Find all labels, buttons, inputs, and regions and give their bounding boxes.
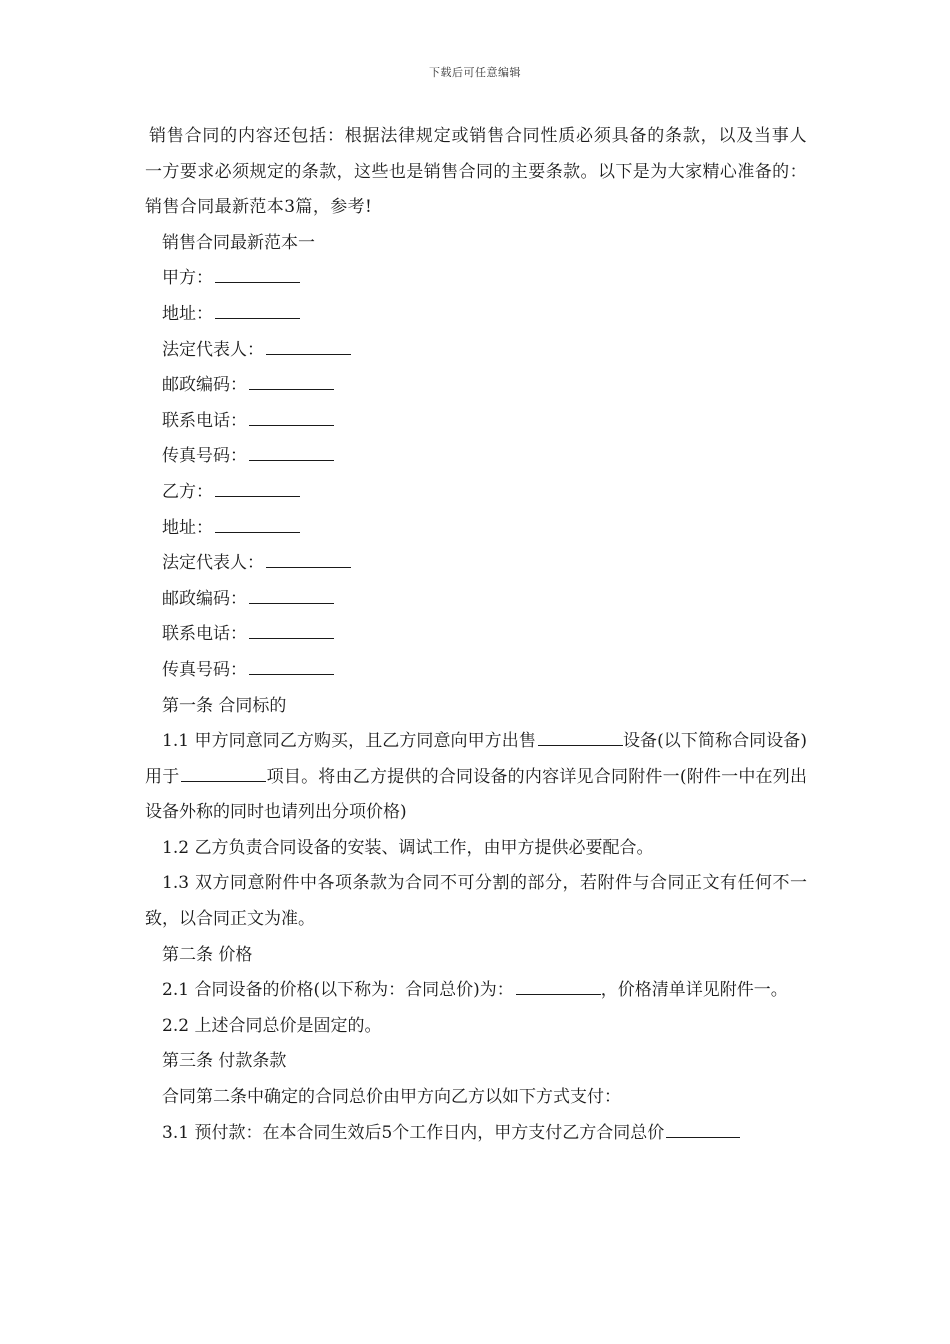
- blank-line[interactable]: [538, 731, 623, 746]
- blank-line: [266, 340, 351, 355]
- party-a-rep-field[interactable]: [145, 333, 807, 369]
- blank-line: [249, 411, 334, 426]
- party-b-rep-field[interactable]: [145, 546, 807, 582]
- field-label: 乙方：: [162, 481, 213, 502]
- blank-line[interactable]: [181, 767, 266, 782]
- field-label: 甲方：: [162, 268, 213, 289]
- blank-line: [249, 624, 334, 639]
- document-body: [145, 119, 807, 1151]
- clause-text: 3.1 预付款：在本合同生效后5个工作日内，甲方支付乙方合同总价: [162, 1122, 665, 1143]
- clause-text: 项目。将由乙方提供的合同设备的内容详见合同附件一(附件一中在列出设备外称的同时也请列出分项价格): [145, 766, 807, 823]
- blank-line[interactable]: [666, 1123, 740, 1138]
- field-label: 联系电话：: [162, 624, 247, 645]
- blank-line: [215, 482, 300, 497]
- party-a-address-field[interactable]: [145, 297, 807, 333]
- field-label: 邮政编码：: [162, 375, 247, 396]
- clause-3-1: [145, 1116, 807, 1152]
- field-label: 传真号码：: [162, 446, 247, 467]
- blank-line: [249, 660, 334, 675]
- blank-line: [249, 446, 334, 461]
- section-title: 销售合同最新范本一: [162, 232, 315, 253]
- blank-line: [215, 268, 300, 283]
- blank-line: [249, 375, 334, 390]
- clause-1-2: 1.2 乙方负责合同设备的安装、调试工作，由甲方提供必要配合。: [162, 837, 654, 858]
- page-header: 下载后可任意编辑: [429, 66, 521, 79]
- blank-line: [215, 518, 300, 533]
- blank-line: [215, 304, 300, 319]
- clause-text: ，价格清单详见附件一。: [600, 980, 788, 1001]
- field-label: 传真号码：: [162, 659, 247, 680]
- field-label: 地址：: [162, 517, 213, 538]
- field-label: 地址：: [162, 303, 213, 324]
- party-b-address-field[interactable]: [145, 511, 807, 547]
- article-1-title: 第一条 合同标的: [162, 695, 287, 716]
- intro-paragraph: 销售合同的内容还包括：根据法律规定或销售合同性质必须具备的条款，以及当事人一方要求必须规定的条款，这些也是销售合同的主要条款。以下是为大家精心准备的：销售合同最新范本3篇，参考!: [145, 126, 807, 218]
- clause-text: 1.1 甲方同意同乙方购买，且乙方同意向甲方出售: [162, 731, 536, 752]
- clause-2-2: 2.2 上述合同总价是固定的。: [162, 1015, 382, 1036]
- party-b-phone-field[interactable]: [145, 617, 807, 653]
- party-b-name-field[interactable]: [145, 475, 807, 511]
- article-3-intro: 合同第二条中确定的合同总价由甲方向乙方以如下方式支付：: [162, 1087, 621, 1108]
- party-b-fax-field[interactable]: [145, 653, 807, 689]
- party-a-phone-field[interactable]: [145, 404, 807, 440]
- blank-line: [249, 589, 334, 604]
- blank-line: [266, 553, 351, 568]
- party-b-zip-field[interactable]: [145, 582, 807, 618]
- clause-text: 设备(以下简称合同设备)用于: [145, 731, 807, 787]
- party-a-zip-field[interactable]: [145, 368, 807, 404]
- party-a-name-field[interactable]: [145, 261, 807, 297]
- field-label: 法定代表人：: [162, 553, 264, 574]
- clause-1-3: 1.3 双方同意附件中各项条款为合同不可分割的部分，若附件与合同正文有任何不一致，以合同正文为准。: [145, 873, 807, 930]
- clause-text: 2.1 合同设备的价格(以下称为：合同总价)为：: [162, 980, 514, 1001]
- party-a-fax-field[interactable]: [145, 439, 807, 475]
- clause-1-1: [145, 724, 807, 831]
- field-label: 联系电话：: [162, 410, 247, 431]
- field-label: 法定代表人：: [162, 339, 264, 360]
- article-2-title: 第二条 价格: [162, 944, 253, 965]
- article-3-title: 第三条 付款条款: [162, 1051, 287, 1072]
- clause-2-1: [145, 973, 807, 1009]
- field-label: 邮政编码：: [162, 588, 247, 609]
- blank-line[interactable]: [516, 980, 601, 995]
